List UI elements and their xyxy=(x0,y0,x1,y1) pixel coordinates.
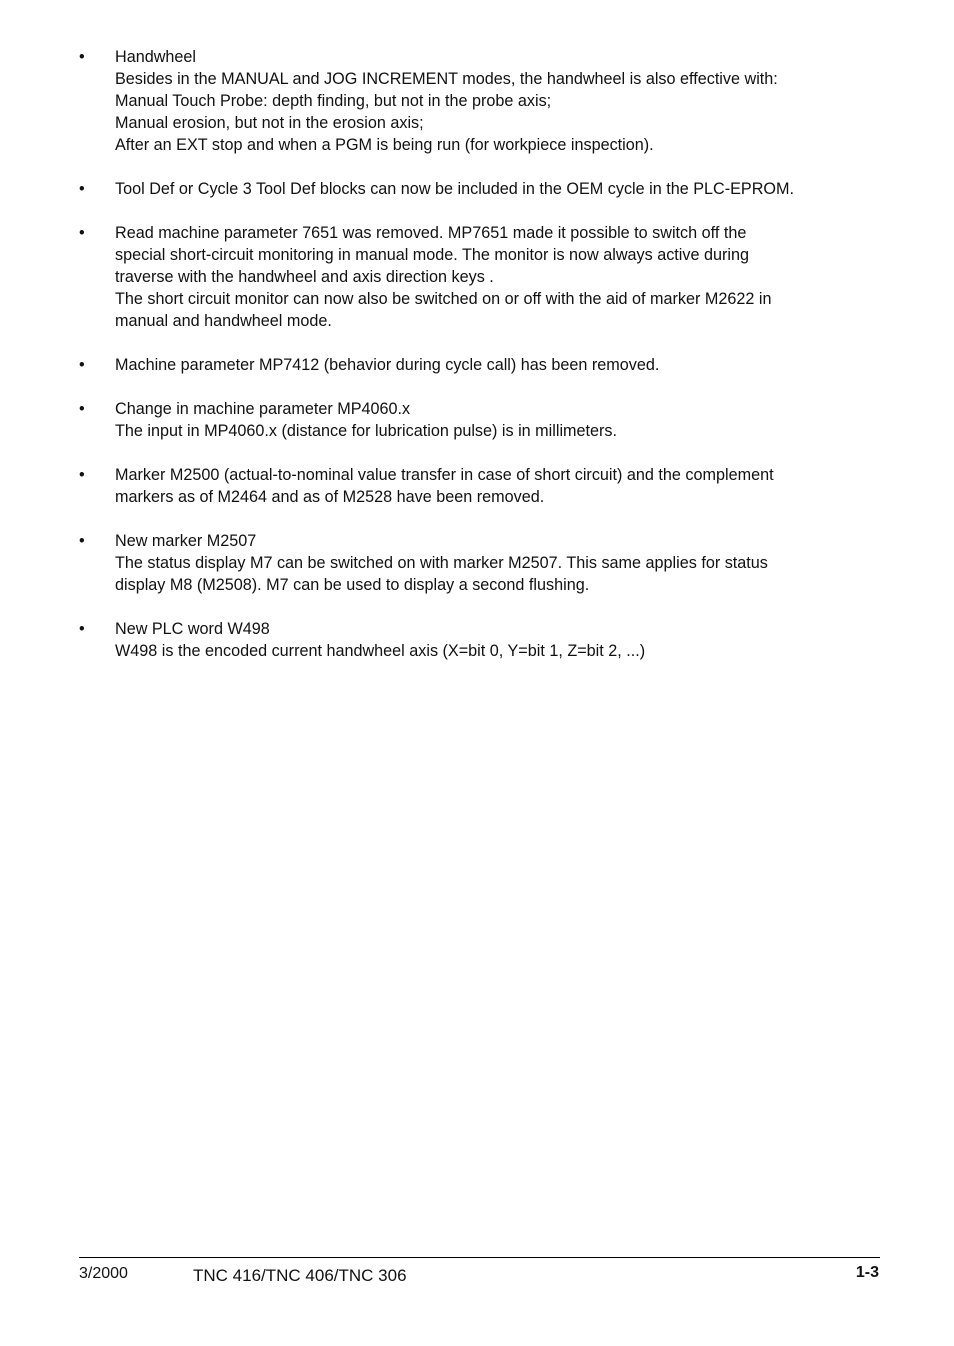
item-text: Besides in the MANUAL and JOG INCREMENT modes, the handwheel is also effective with: xyxy=(115,70,778,88)
footer-divider xyxy=(79,1257,880,1258)
bullet-icon: • xyxy=(79,48,85,66)
list-item xyxy=(79,354,879,376)
bullet-icon: • xyxy=(79,224,85,242)
item-text: display M8 (M2508). M7 can be used to display a second flushing. xyxy=(115,576,590,594)
item-text: special short-circuit monitoring in manual mode. The monitor is now always active during xyxy=(115,246,749,264)
bullet-icon: • xyxy=(79,180,85,198)
page-number: 1-3 xyxy=(855,1264,879,1281)
item-heading: Handwheel xyxy=(115,48,196,66)
item-text: The short circuit monitor can now also be switched on or off with the aid of marker M2622 in xyxy=(115,290,772,308)
item-text: Tool Def or Cycle 3 Tool Def blocks can now be included in the OEM cycle in the PLC-EPROM. xyxy=(115,180,794,198)
item-text: The input in MP4060.x (distance for lubrication pulse) is in millimeters. xyxy=(115,422,618,440)
bullet-icon: • xyxy=(79,532,85,550)
list-item xyxy=(79,464,879,508)
item-text: W498 is the encoded current handwheel axis (X=bit 0, Y=bit 1, Z=bit 2, ...) xyxy=(115,642,646,660)
item-text: Marker M2500 (actual-to-nominal value transfer in case of short circuit) and the complement xyxy=(115,466,774,484)
item-heading: New marker M2507 xyxy=(115,532,257,550)
item-text: After an EXT stop and when a PGM is being run (for workpiece inspection). xyxy=(115,136,654,154)
item-text: markers as of M2464 and as of M2528 have been removed. xyxy=(115,488,545,506)
list-item xyxy=(79,222,879,332)
footer-date: 3/2000 xyxy=(79,1265,128,1282)
list-item xyxy=(79,46,879,156)
item-heading: Change in machine parameter MP4060.x xyxy=(115,400,411,418)
item-text: Machine parameter MP7412 (behavior during cycle call) has been removed. xyxy=(115,356,660,374)
list-item xyxy=(79,530,879,596)
bullet-icon: • xyxy=(79,466,85,484)
item-text: traverse with the handwheel and axis direction keys . xyxy=(115,268,494,286)
item-text: Manual erosion, but not in the erosion axis; xyxy=(115,114,424,132)
list-item xyxy=(79,618,879,662)
bullet-icon: • xyxy=(79,400,85,418)
list-item xyxy=(79,398,879,442)
item-text: The status display M7 can be switched on with marker M2507. This same applies for status xyxy=(115,554,768,572)
item-text: Read machine parameter 7651 was removed. MP7651 made it possible to switch off the xyxy=(115,224,747,242)
item-text: manual and handwheel mode. xyxy=(115,312,332,330)
document-body xyxy=(79,46,879,684)
bullet-icon: • xyxy=(79,620,85,638)
item-heading: New PLC word W498 xyxy=(115,620,270,638)
list-item xyxy=(79,178,879,200)
footer-product-name: TNC 416/TNC 406/TNC 306 xyxy=(193,1266,407,1285)
bullet-icon: • xyxy=(79,356,85,374)
item-text: Manual Touch Probe: depth finding, but not in the probe axis; xyxy=(115,92,552,110)
